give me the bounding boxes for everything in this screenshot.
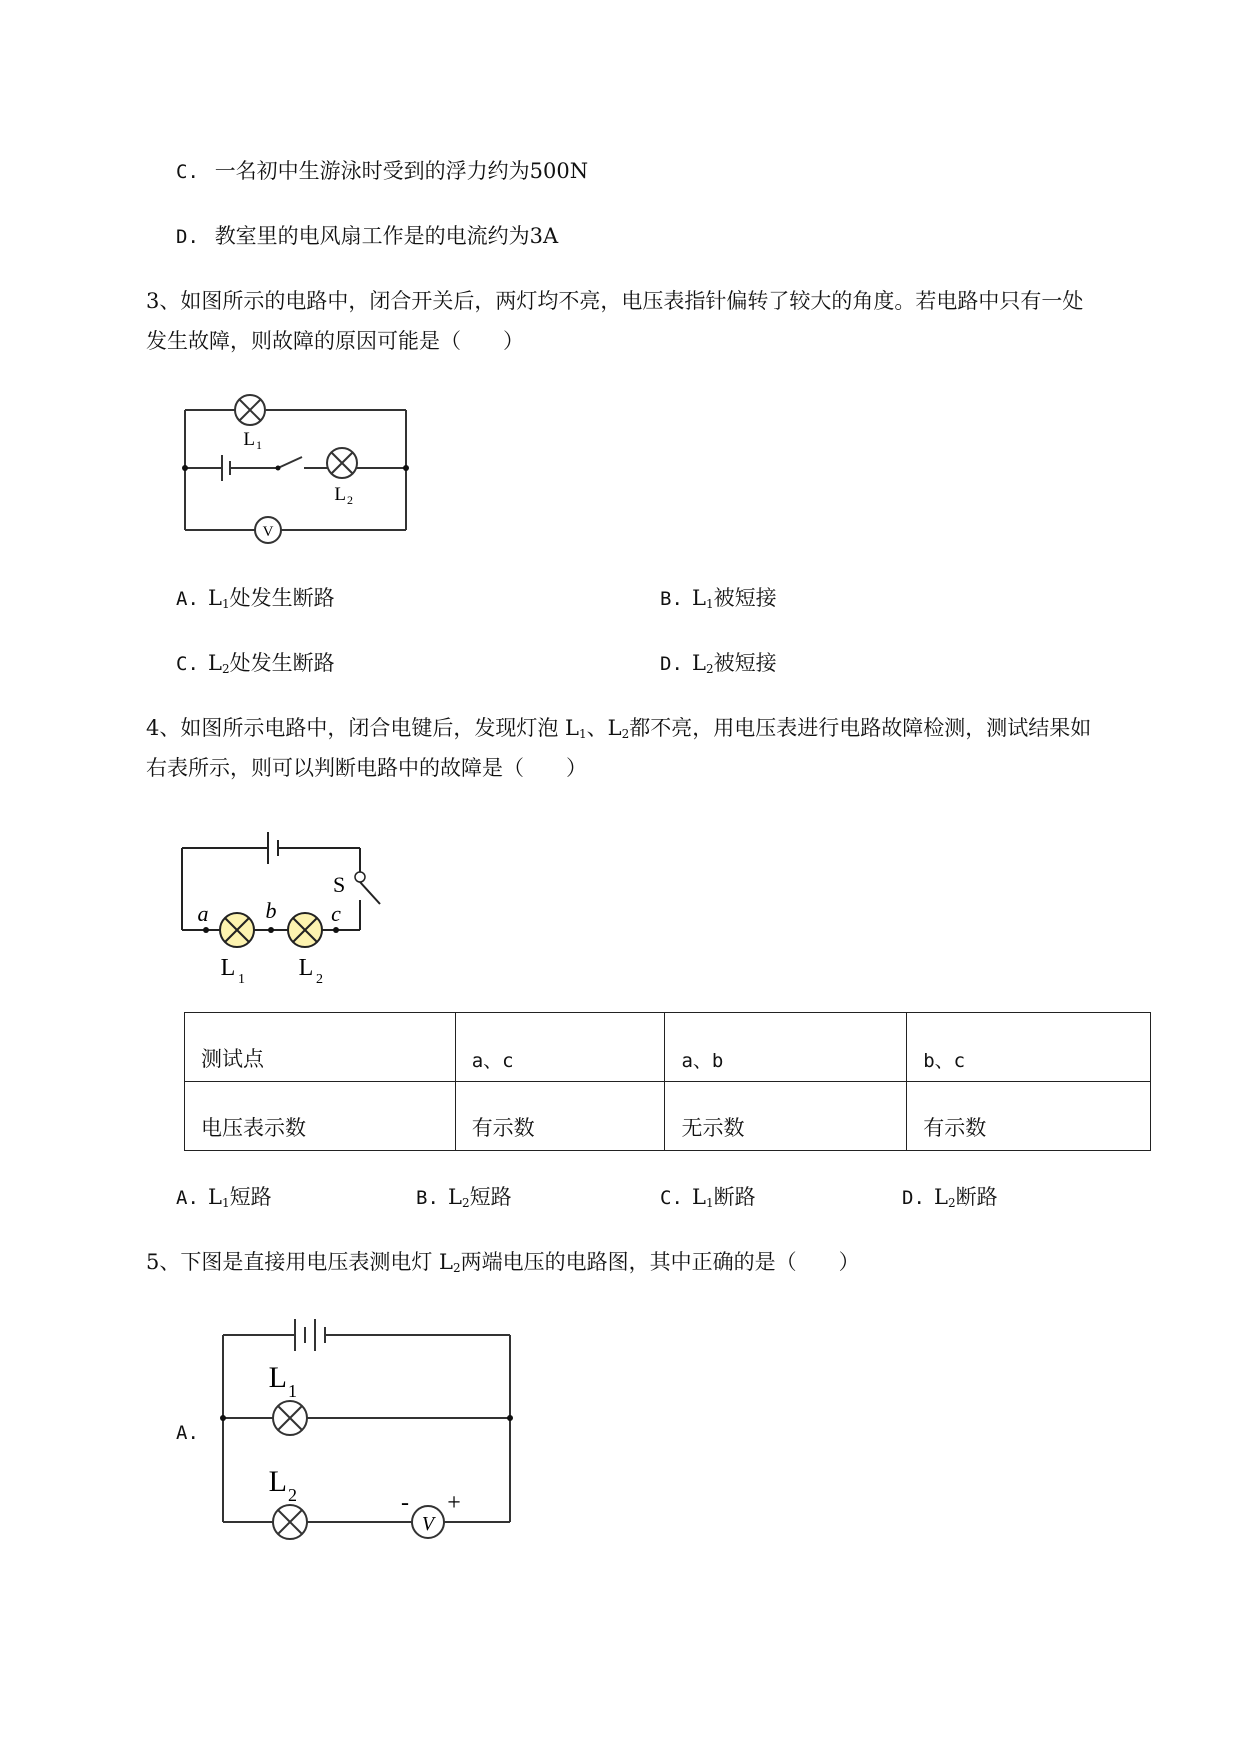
q3-option-d[interactable] [660,648,777,684]
option-label: B. [416,1187,439,1209]
option-label: C. [176,161,199,183]
table-row [185,1082,1151,1151]
voltmeter-label: V [262,524,274,540]
q4-stem-line2: 右表所示，则可以判断电路中的故障是（ ） [146,756,587,780]
lamp-l2-label: L [334,484,346,505]
q4-stem-line1 [146,713,1091,749]
point-b-dot [268,927,274,933]
option-text: 被短接 [713,651,777,675]
table-cell: 有示数 [455,1082,665,1151]
lamp-symbol: L [448,1185,462,1209]
lamp-l1-label: L [220,955,236,981]
q5-stem [146,1247,860,1283]
lamp-symbol: L [208,651,222,675]
option-text: 教室里的电风扇工作是的电流约为3A [214,224,559,248]
lamp-l1-subscript: 1 [288,1381,297,1401]
switch-label: S [333,872,346,897]
lamp-l1-label: L [268,1361,287,1394]
lamp-symbol: L [208,586,222,610]
table-cell: 有示数 [907,1082,1151,1151]
option-text: 处发生断路 [229,651,335,675]
switch-terminal [355,872,365,882]
option-text: 短路 [469,1185,512,1209]
q3-option-b[interactable] [660,583,777,619]
point-c-dot [333,927,339,933]
point-a-label: a [197,901,209,926]
lamp-symbol: L [692,586,706,610]
junction-dot [507,1415,513,1421]
lamp-subscript: 1 [578,727,587,741]
option-label: D. [660,653,683,675]
voltmeter-label: V [421,1513,435,1535]
q3-stem-line1: 3、如图所示的电路中，闭合开关后，两灯均不亮，电压表指针偏转了较大的角度。若电路中只有一处 [146,289,1084,313]
switch-pivot [276,466,281,471]
lamp-l2-subscript: 2 [288,1485,297,1505]
q4-stem-part: 4、如图所示电路中，闭合电键后，发现灯泡 L [146,716,579,740]
q4-stem-part: 、L [586,716,622,740]
lamp-l1-label: L [243,429,255,450]
q3-circuit-diagram [170,385,420,545]
option-label: A. [176,588,199,610]
table-cell: 电压表示数 [185,1082,456,1151]
lamp-subscript: 2 [947,1196,956,1210]
junction-dot [220,1415,226,1421]
lamp-subscript: 2 [221,662,230,676]
option-text: 一名初中生游泳时受到的浮力约为500N [214,159,589,183]
lamp-l1-subscript: 1 [238,972,245,987]
point-a-dot [203,927,209,933]
lamp-subscript: 2 [705,662,714,676]
option-label: C. [176,653,199,675]
lamp-subscript: 1 [221,597,230,611]
q3-option-a[interactable] [176,583,335,619]
option-text: 处发生断路 [229,586,335,610]
q4-option-d[interactable] [902,1182,998,1218]
lamp-l2-subscript: 2 [316,972,323,987]
option-text: 被短接 [713,586,777,610]
option-label: A. [176,1187,199,1209]
table-cell: b、c [907,1013,1151,1082]
lamp-l2-subscript: 2 [347,493,353,507]
junction-dot [403,465,409,471]
lamp-l1-subscript: 1 [256,438,262,452]
option-text: 短路 [229,1185,272,1209]
lamp-subscript: 1 [705,1196,714,1210]
table-cell: 测试点 [185,1013,456,1082]
table-row [185,1013,1151,1082]
lamp-subscript: 2 [461,1196,470,1210]
point-b-label: b [265,898,277,923]
q5-stem-part: 两端电压的电路图，其中正确的是（ ） [460,1250,860,1274]
q5-stem-part: 5、下图是直接用电压表测电灯 L [146,1250,453,1274]
q2-option-c[interactable] [176,156,588,187]
lamp-symbol: L [692,651,706,675]
option-label: B. [660,588,683,610]
option-label: D. [176,226,199,248]
table-cell: a、c [455,1013,665,1082]
lamp-subscript: 1 [221,1196,230,1210]
voltmeter-minus-terminal: - [401,1490,409,1516]
lamp-l2-label: L [268,1465,287,1498]
q4-circuit-diagram [170,820,390,1000]
q4-option-b[interactable] [416,1182,512,1218]
option-label: C. [660,1187,683,1209]
point-c-label: c [331,901,341,926]
lamp-subscript: 2 [621,727,630,741]
option-text: 断路 [713,1185,756,1209]
q4-test-results-table [184,1012,1151,1151]
lamp-l2-label: L [298,955,314,981]
q4-option-c[interactable] [660,1182,756,1218]
table-cell: 无示数 [665,1082,907,1151]
lamp-symbol: L [692,1185,706,1209]
lamp-subscript: 1 [705,597,714,611]
q4-stem-part: 都不亮，用电压表进行电路故障检测，测试结果如 [629,716,1092,740]
q3-stem-line2: 发生故障，则故障的原因可能是（ ） [146,329,524,353]
lamp-symbol: L [934,1185,948,1209]
table-cell: a、b [665,1013,907,1082]
voltmeter-plus-terminal: + [447,1490,461,1516]
q5-option-a-circuit [215,1305,525,1550]
q3-option-c[interactable] [176,648,335,684]
option-text: 断路 [955,1185,998,1209]
q5-option-a-label[interactable]: A. [176,1422,199,1444]
option-label: D. [902,1187,925,1209]
q4-option-a[interactable] [176,1182,272,1218]
junction-dot [182,465,188,471]
lamp-subscript: 2 [452,1261,461,1275]
lamp-symbol: L [208,1185,222,1209]
q2-option-d[interactable] [176,221,558,252]
